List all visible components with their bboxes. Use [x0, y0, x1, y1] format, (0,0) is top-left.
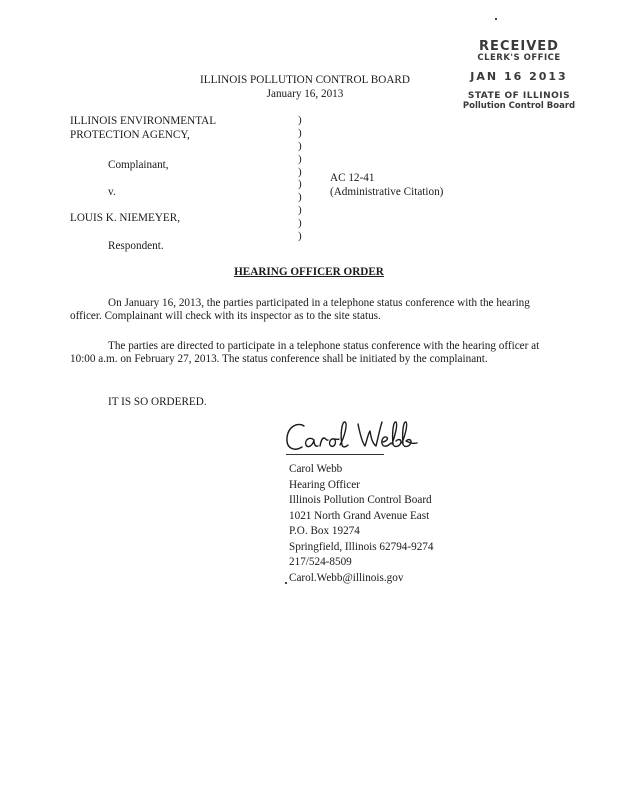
- header-agency: ILLINOIS POLLUTION CONTROL BOARD: [200, 74, 410, 86]
- closing-statement: IT IS SO ORDERED.: [108, 396, 207, 408]
- versus-label: v.: [108, 186, 116, 198]
- caption-bracket-column: [298, 114, 306, 243]
- caption-bracket: ): [298, 114, 302, 126]
- case-number: AC 12-41: [330, 172, 375, 184]
- respondent-name: LOUIS K. NIEMEYER,: [70, 212, 181, 224]
- order-paragraph-1: [70, 297, 540, 323]
- caption-bracket: ): [298, 152, 302, 165]
- caption-bracket: ): [298, 230, 302, 243]
- caption-bracket: ): [298, 178, 302, 191]
- caption-bracket: ): [298, 191, 302, 204]
- signer-phone: 217/524-8509: [289, 556, 352, 568]
- stamp-received: RECEIVED: [479, 39, 559, 54]
- header-date: January 16, 2013: [266, 88, 344, 100]
- received-stamp: [454, 40, 584, 111]
- scan-speck: [285, 582, 287, 584]
- complainant-role: Complainant,: [108, 159, 169, 171]
- order-paragraph-2: [70, 340, 540, 366]
- caption-bracket: ): [298, 204, 302, 217]
- caption-bracket: ): [298, 217, 302, 230]
- scan-speck: [495, 18, 497, 20]
- signer-name: Carol Webb: [289, 463, 343, 475]
- case-type: (Administrative Citation): [330, 186, 444, 198]
- complainant-name-line1: ILLINOIS ENVIRONMENTAL: [70, 115, 217, 127]
- respondent-role: Respondent.: [108, 240, 164, 252]
- signer-title: Hearing Officer: [289, 478, 360, 491]
- caption-bracket: ): [298, 139, 302, 152]
- complainant-name-line2: PROTECTION AGENCY,: [70, 129, 190, 141]
- signer-email[interactable]: Carol.Webb@illinois.gov: [289, 571, 404, 584]
- signer-organization: Illinois Pollution Control Board: [289, 494, 432, 506]
- stamp-date: JAN 16 2013: [470, 70, 568, 83]
- signer-street: 1021 North Grand Avenue East: [289, 509, 430, 522]
- order-title: HEARING OFFICER ORDER: [234, 266, 384, 278]
- caption-bracket: ): [298, 165, 302, 178]
- signature-block: [289, 462, 434, 586]
- order-paragraph-2-text: The parties are directed to participate in a telephone status conference with the hearing officer at 10:00 a.m. on February 27, 2013. The status conference shall be initiated by the complainant.: [70, 340, 540, 365]
- order-paragraph-1-text: On January 16, 2013, the parties participated in a telephone status conference with the hearing officer. Complainant will check with its inspector as to the site status.: [70, 297, 530, 322]
- signature-line: [286, 454, 384, 455]
- signer-city: Springfield, Illinois 62794-9274: [289, 540, 434, 553]
- caption-bracket: ): [298, 126, 302, 139]
- stamp-office: CLERK'S OFFICE: [477, 53, 561, 63]
- signer-po-box: P.O. Box 19274: [289, 525, 360, 537]
- stamp-state: STATE OF ILLINOIS: [467, 91, 571, 101]
- stamp-board: Pollution Control Board: [462, 101, 576, 111]
